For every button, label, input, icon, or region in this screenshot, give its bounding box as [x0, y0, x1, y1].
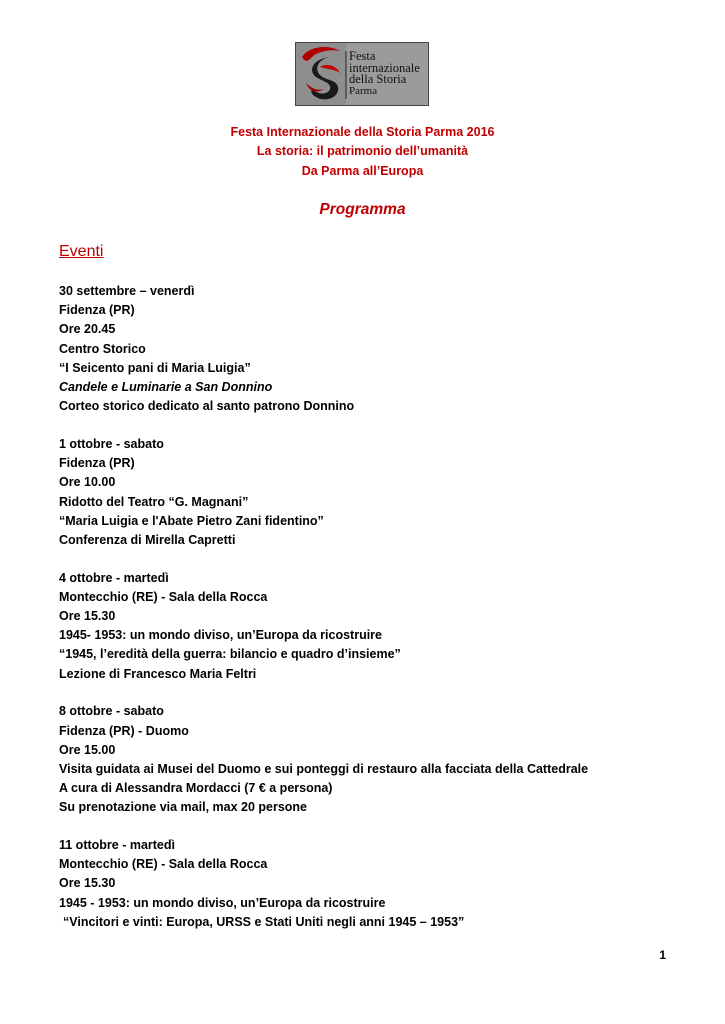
event-line: Ridotto del Teatro “G. Magnani”	[59, 494, 249, 509]
event-line: Fidenza (PR)	[59, 303, 135, 318]
event-item	[59, 569, 699, 684]
event-line: Su prenotazione via mail, max 20 persone	[59, 800, 308, 815]
event-item	[59, 702, 699, 817]
event-line: Centro Storico	[59, 341, 146, 356]
event-line: “1945, l’eredità della guerra: bilancio e quadro d’insieme”	[59, 647, 401, 662]
event-line: Ore 10.00	[59, 475, 116, 490]
section-title: Eventi	[59, 243, 104, 260]
logo-line: Festa	[349, 49, 376, 63]
event-line: 1945 - 1953: un mondo diviso, un’Europa da ricostruire	[59, 895, 386, 910]
logo-line: Parma	[349, 84, 378, 97]
festival-subtitle: Da Parma all’Europa	[301, 164, 424, 178]
event-line: Corteo storico dedicato al santo patrono Donnino	[59, 399, 355, 414]
event-line: “Vincitori e vinti: Europa, URSS e Stati Uniti negli anni 1945 – 1953”	[63, 914, 465, 929]
event-line: Conferenza di Mirella Capretti	[59, 532, 236, 547]
logo-line: internazionale	[349, 60, 420, 75]
event-line: 4 ottobre - martedì	[59, 570, 169, 585]
event-line: 11 ottobre - martedì	[59, 838, 175, 853]
event-line: Montecchio (RE) - Sala della Rocca	[59, 857, 268, 872]
page-number: 1	[659, 948, 666, 962]
event-line: A cura di Alessandra Mordacci (7 € a persona)	[59, 781, 333, 796]
event-item	[59, 282, 699, 416]
event-line: Ore 15.00	[59, 742, 116, 757]
event-line: “I Seicento pani di Maria Luigia”	[59, 360, 251, 375]
event-line: 30 settembre – venerdì	[59, 284, 195, 298]
events-list	[59, 282, 699, 951]
event-line: Montecchio (RE) - Sala della Rocca	[59, 589, 268, 604]
event-line: Visita guidata ai Musei del Duomo e sui ponteggi di restauro alla facciata della Cattedrale	[59, 761, 589, 776]
event-item	[59, 836, 699, 932]
event-line: “Maria Luigia e l'Abate Pietro Zani fidentino”	[59, 513, 324, 528]
event-line: 1945- 1953: un mondo diviso, un’Europa da ricostruire	[59, 628, 382, 643]
event-line: Ore 20.45	[59, 322, 116, 337]
festival-theme: La storia: il patrimonio dell’umanità	[256, 144, 469, 158]
event-line: 1 ottobre - sabato	[59, 436, 164, 451]
festival-title: Festa Internazionale della Storia Parma 2016	[230, 125, 495, 139]
event-item	[59, 435, 699, 550]
festival-logo	[295, 42, 429, 106]
event-line: 8 ottobre - sabato	[59, 704, 164, 719]
event-line: Fidenza (PR)	[59, 456, 135, 471]
page-title: Programma	[319, 201, 406, 218]
logo-line: della Storia	[349, 72, 407, 86]
event-line: Fidenza (PR) - Duomo	[59, 723, 189, 738]
event-line: Candele e Luminarie a San Donnino	[59, 380, 273, 395]
event-line: Ore 15.30	[59, 876, 116, 891]
event-line: Ore 15.30	[59, 609, 116, 624]
logo-text	[349, 51, 429, 97]
event-line: Lezione di Francesco Maria Feltri	[59, 666, 257, 681]
